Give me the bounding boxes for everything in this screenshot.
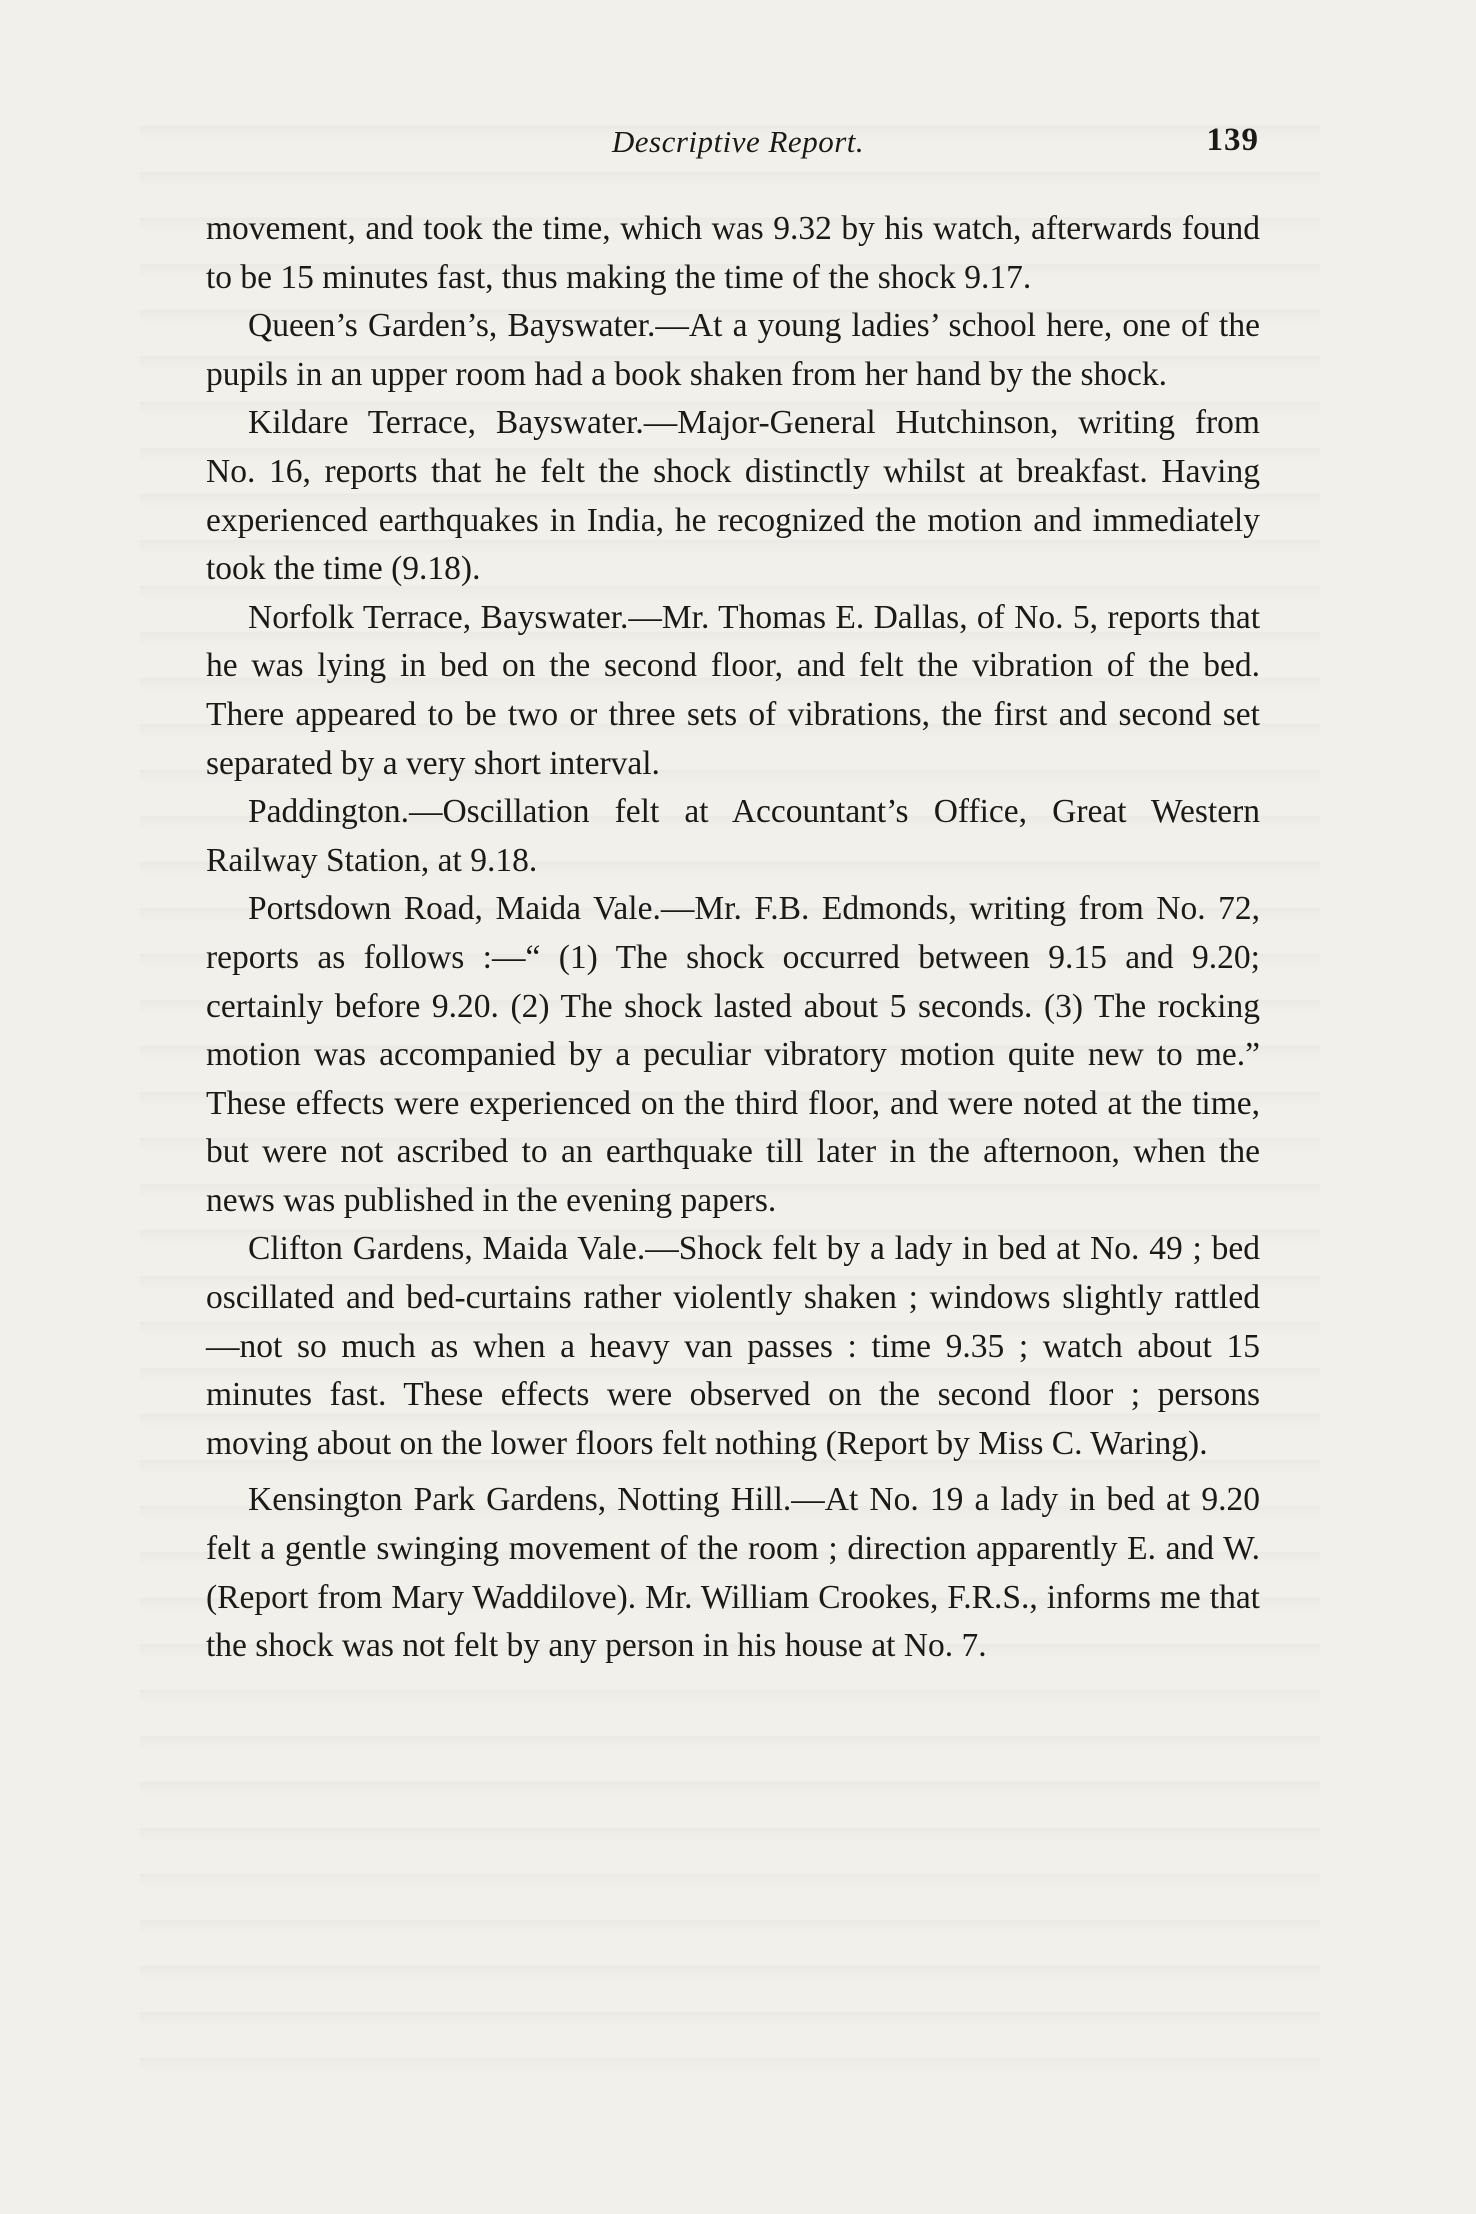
paragraph-clifton-gardens: Clifton Gardens, Maida Vale.—Shock felt by a lady in bed at No. 49 ; bed oscillated and bed-curtains rather violently shaken ; windows slightly rattled—not so much as when a heavy van passes : time 9.35 ; watch about 15 minutes fast. These effects were observed on the second floor ; persons moving about on the lower floors felt nothing (Report by Miss C. Waring).: [206, 1230, 1260, 1462]
paragraph-queens-garden: Queen’s Garden’s, Bayswater.—At a young ladies’ school here, one of the pupils in an upper room had a book shaken from her hand by the shock.: [206, 307, 1260, 393]
body-text: [206, 205, 1260, 1671]
page-header: [0, 118, 1476, 178]
running-title: Descriptive Report.: [611, 124, 865, 159]
paragraph-kensington-park: Kensington Park Gardens, Notting Hill.—At No. 19 a lady in bed at 9.20 felt a gentle swinging movement of the room ; direction apparently E. and W. (Report from Mary Waddilove). Mr. William Crookes, F.R.S., informs me that the shock was not felt by any person in his house at No. 7.: [206, 1481, 1260, 1665]
paragraph-portsdown-road: Portsdown Road, Maida Vale.—Mr. F.B. Edmonds, writing from No. 72, reports as follows :—“ (1) The shock occurred between 9.15 and 9.20; certainly before 9.20. (2) The shock lasted about 5 seconds. (3) The rocking motion was accompanied by a peculiar vibratory motion quite new to me.” These effects were experienced on the third floor, and were noted at the time, but were not ascribed to an earthquake till later in the afternoon, when the news was published in the evening papers.: [206, 890, 1260, 1219]
paragraph-continued: movement, and took the time, which was 9.32 by his watch, afterwards found to be 15 minutes fast, thus making the time of the shock 9.17.: [206, 210, 1260, 296]
paragraph-kildare-terrace: Kildare Terrace, Bayswater.—Major-General Hutchinson, writing from No. 16, reports that he felt the shock distinctly whilst at breakfast. Having experienced earthquakes in India, he recognized the motion and immediately took the time (9.18).: [206, 404, 1260, 588]
page-number: 139: [1206, 122, 1259, 158]
paragraph-norfolk-terrace: Norfolk Terrace, Bayswater.—Mr. Thomas E. Dallas, of No. 5, reports that he was lying in bed on the second floor, and felt the vibration of the bed. There appeared to be two or three sets of vibrations, the first and second set separated by a very short interval.: [206, 598, 1260, 782]
paragraph-paddington: Paddington.—Oscillation felt at Accountant’s Office, Great Western Railway Station, at 9.18.: [206, 793, 1260, 879]
